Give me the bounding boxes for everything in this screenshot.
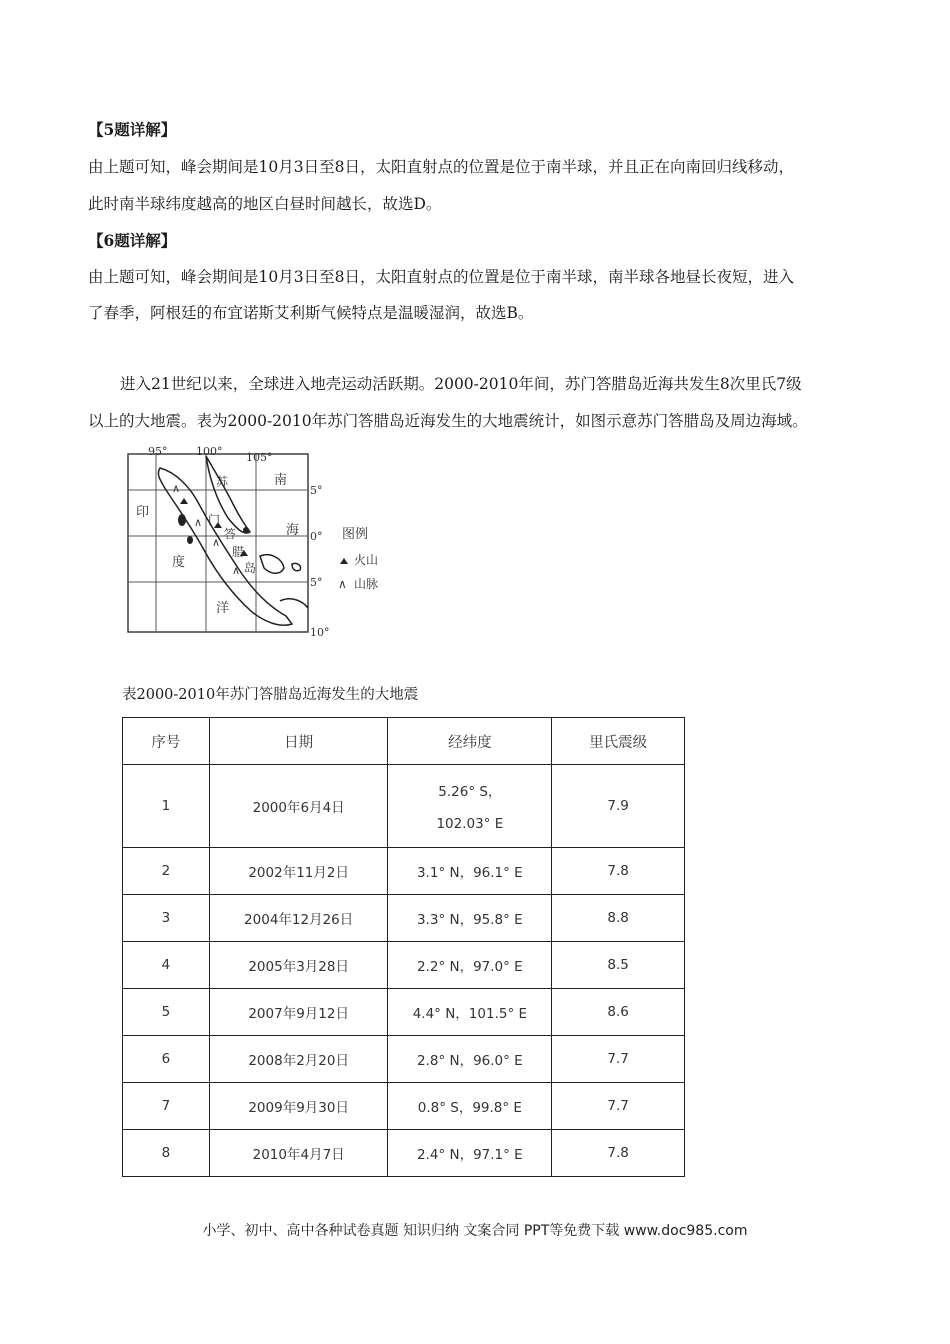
cell-coord: 3.3° N，95.8° E bbox=[388, 895, 552, 942]
cell-coord: 4.4° N，101.5° E bbox=[388, 989, 552, 1036]
cell-coord bbox=[388, 765, 552, 848]
cell-magnitude: 7.7 bbox=[552, 1083, 685, 1130]
island-label-men: 门 bbox=[208, 513, 221, 527]
cell-date: 2002年11月2日 bbox=[209, 848, 388, 895]
cell-date: 2009年9月30日 bbox=[209, 1083, 388, 1130]
island-label-da: 答 bbox=[224, 527, 237, 541]
legend-volcano-label: 火山 bbox=[354, 553, 379, 567]
lat-label-10s: 10° bbox=[310, 626, 330, 639]
table-header-row bbox=[123, 718, 685, 765]
lon-label-95: 95° bbox=[148, 446, 168, 458]
explain6-heading: 【6题详解】 bbox=[88, 231, 177, 250]
cell-coord-line1: 5.26° S， bbox=[438, 784, 502, 800]
footer-text: 小学、初中、高中各种试卷真题 知识归纳 文案合同 PPT等免费下载 www.doc985.com bbox=[202, 1223, 748, 1239]
belitung-coast bbox=[292, 563, 301, 570]
explain6-line-1: 由上题可知，峰会期间是10月3日至8日，太阳直射点的位置是位于南半球，南半球各地昼长夜短，进入 bbox=[88, 268, 794, 286]
sea-label-hai: 海 bbox=[286, 523, 300, 538]
cell-no: 4 bbox=[123, 942, 210, 989]
explain5-line-1: 由上题可知，峰会期间是10月3日至8日，太阳直射点的位置是位于南半球，并且正在向南回归线移动， bbox=[88, 158, 794, 176]
table-row bbox=[123, 1036, 685, 1083]
legend-volcano-icon bbox=[340, 558, 348, 564]
cell-no: 6 bbox=[123, 1036, 210, 1083]
svg-text:∧: ∧ bbox=[194, 516, 203, 529]
header-date: 日期 bbox=[209, 718, 388, 765]
bangka-coast bbox=[260, 555, 284, 574]
table-row bbox=[123, 1130, 685, 1177]
cell-date: 2008年2月20日 bbox=[209, 1036, 388, 1083]
cell-date: 2007年9月12日 bbox=[209, 989, 388, 1036]
explain5-line-2: 此时南半球纬度越高的地区白昼时间越长，故选D。 bbox=[88, 195, 442, 213]
table-caption: 表2000-2010年苏门答腊岛近海发生的大地震 bbox=[122, 687, 419, 703]
svg-text:∧: ∧ bbox=[212, 536, 221, 549]
cell-no: 1 bbox=[123, 765, 210, 848]
cell-date: 2005年3月28日 bbox=[209, 942, 388, 989]
sea-label-yin: 印 bbox=[136, 505, 150, 520]
sea-label-du: 度 bbox=[172, 555, 186, 570]
cell-no: 3 bbox=[123, 895, 210, 942]
island-label-dao: 岛 bbox=[244, 561, 257, 575]
lat-label-5n: 5° bbox=[310, 484, 323, 497]
lat-label-0: 0° bbox=[310, 530, 323, 543]
intro-line-2: 以上的大地震。表为2000-2010年苏门答腊岛近海发生的大地震统计，如图示意苏门答腊岛及周边海域。 bbox=[88, 412, 808, 430]
svg-text:∧: ∧ bbox=[232, 564, 241, 577]
svg-text:∧: ∧ bbox=[172, 482, 181, 495]
table-row bbox=[123, 1083, 685, 1130]
table-row bbox=[123, 942, 685, 989]
explain5-heading: 【5题详解】 bbox=[88, 120, 177, 139]
cell-magnitude: 8.6 bbox=[552, 989, 685, 1036]
cell-date: 2004年12月26日 bbox=[209, 895, 388, 942]
island-label-la: 腊 bbox=[232, 545, 245, 559]
cell-coord: 0.8° S，99.8° E bbox=[388, 1083, 552, 1130]
header-coord: 经纬度 bbox=[388, 718, 552, 765]
sumatra-map bbox=[120, 446, 420, 646]
sea-label-yang: 洋 bbox=[216, 601, 230, 616]
lat-label-5s: 5° bbox=[310, 576, 323, 589]
cell-magnitude: 8.5 bbox=[552, 942, 685, 989]
cell-no: 2 bbox=[123, 848, 210, 895]
cell-no: 5 bbox=[123, 989, 210, 1036]
cell-coord: 2.2° N，97.0° E bbox=[388, 942, 552, 989]
table-row bbox=[123, 765, 685, 848]
sea-label-nan: 南 bbox=[274, 473, 288, 488]
header-no: 序号 bbox=[123, 718, 210, 765]
cell-magnitude: 7.8 bbox=[552, 1130, 685, 1177]
cell-date: 2010年4月7日 bbox=[209, 1130, 388, 1177]
cell-coord: 2.8° N，96.0° E bbox=[388, 1036, 552, 1083]
cell-date: 2000年6月4日 bbox=[209, 765, 388, 848]
cell-coord: 3.1° N，96.1° E bbox=[388, 848, 552, 895]
lon-label-105: 105° bbox=[246, 451, 273, 464]
cell-coord-line2: 102.03° E bbox=[436, 816, 504, 832]
java-coast bbox=[280, 599, 308, 608]
cell-magnitude: 8.8 bbox=[552, 895, 685, 942]
legend-mountain-icon: ∧ bbox=[338, 577, 347, 591]
table-row bbox=[123, 895, 685, 942]
table-row bbox=[123, 848, 685, 895]
cell-magnitude: 7.9 bbox=[552, 765, 685, 848]
table-row bbox=[123, 989, 685, 1036]
island-label-su: 苏 bbox=[216, 475, 229, 489]
earthquake-table bbox=[122, 717, 685, 1177]
cell-coord: 2.4° N，97.1° E bbox=[388, 1130, 552, 1177]
cell-no: 8 bbox=[123, 1130, 210, 1177]
intro-line-1: 进入21世纪以来，全球进入地壳运动活跃期。2000-2010年间，苏门答腊岛近海共发生8次里氏7级 bbox=[120, 375, 802, 393]
header-magnitude: 里氏震级 bbox=[552, 718, 685, 765]
explain6-line-2: 了春季，阿根廷的布宜诺斯艾利斯气候特点是温暖湿润，故选B。 bbox=[88, 304, 534, 322]
legend-mountain-label: 山脉 bbox=[354, 577, 379, 591]
cell-magnitude: 7.7 bbox=[552, 1036, 685, 1083]
legend-title: 图例 bbox=[342, 527, 369, 542]
lon-label-100: 100° bbox=[196, 446, 223, 458]
cell-magnitude: 7.8 bbox=[552, 848, 685, 895]
cell-no: 7 bbox=[123, 1083, 210, 1130]
